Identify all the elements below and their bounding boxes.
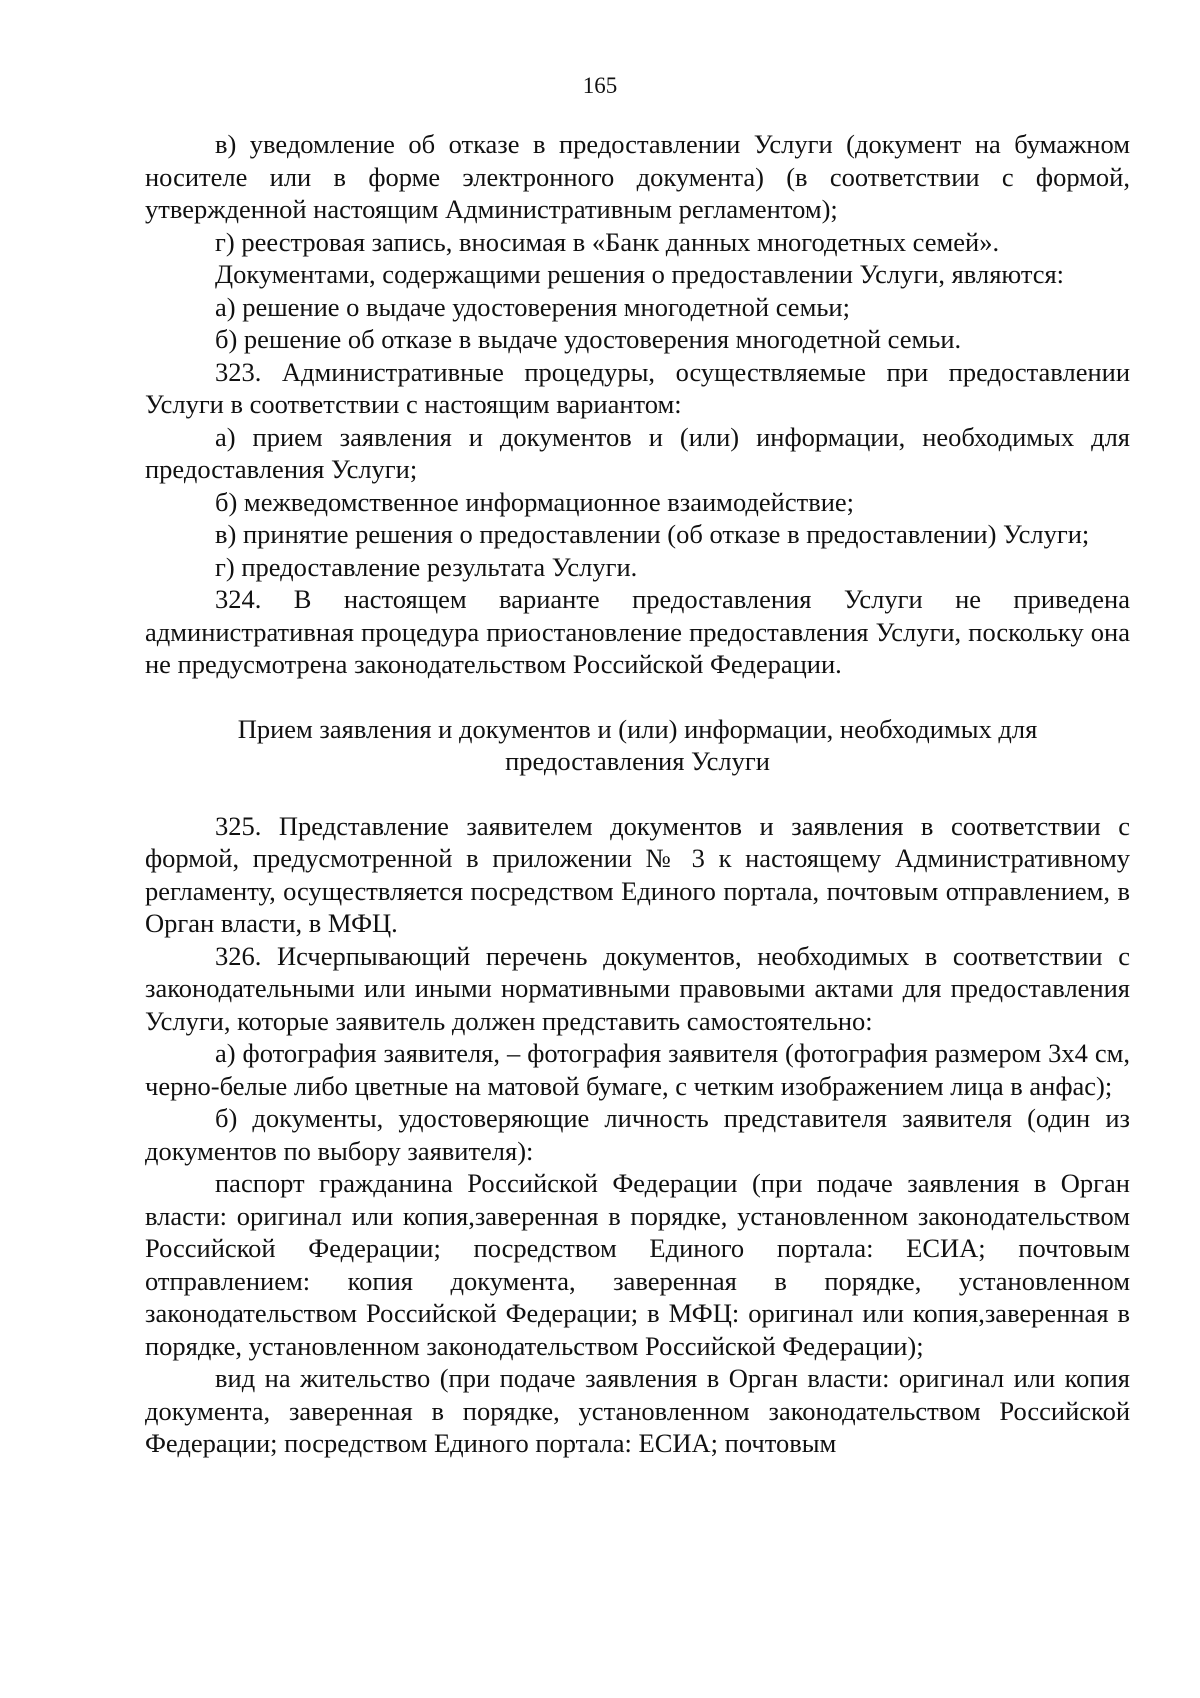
paragraph-decision-b: б) решение об отказе в выдаче удостоверения многодетной семьи. [215, 324, 962, 354]
paragraph-322-v: в) уведомление об отказе в предоставлении Услуги (документ на бумажном носителе или в форме электронного документа) (в соответствии с формой, утвержденной настоящим Административным регламентом); [145, 129, 1130, 224]
paragraph-323-b: б) межведомственное информационное взаимодействие; [215, 486, 855, 517]
paragraph-323-v: в) принятие решения о предоставлении (об отказе в предоставлении) Услуги; [215, 519, 1090, 549]
paragraph-323-g: г) предоставление результата Услуги. [215, 551, 638, 582]
paragraph-326-a: а) фотография заявителя, – фотография заявителя (фотография размером 3x4 см, черно-белые либо цветные на матовой бумаге, с четким изображением лица в анфас); [145, 1038, 1130, 1101]
section-heading-line-2: предоставления Услуги [505, 746, 770, 776]
paragraph-residence-permit: вид на жительство (при подаче заявления в Орган власти: оригинал или копия документа, заверенная в порядке, установленном законодательством Российской Федерации; посредством Единого портала: ЕСИА; почтовым [145, 1363, 1130, 1458]
paragraph-326-b: б) документы, удостоверяющие личность представителя заявителя (один из документов по выбору заявителя): [145, 1103, 1130, 1166]
paragraph-322-g: г) реестровая запись, вносимая в «Банк данных многодетных семей». [215, 226, 1000, 257]
paragraph-decision-a: а) решение о выдаче удостоверения многодетной семьи; [215, 291, 850, 322]
page-number: 165 [582, 73, 618, 98]
section-heading [145, 713, 1130, 778]
paragraph-323-a: а) прием заявления и документов и (или) информации, необходимых для предоставления Услуги; [145, 421, 1130, 484]
paragraph-323: 323. Административные процедуры, осуществляемые при предоставлении Услуги в соответствии с настоящим вариантом: [145, 356, 1130, 419]
paragraph-325: 325. Представление заявителем документов и заявления в соответствии с формой, предусмотренной в приложении № 3 к настоящему Административному регламенту, осуществляется посредством Единого портала, почтовым отправлением, в Орган власти, в МФЦ. [145, 810, 1130, 938]
document-body [145, 128, 1130, 1460]
paragraph-passport: паспорт гражданина Российской Федерации (при подаче заявления в Орган власти: оригинал или копия,заверенная в порядке, установленном законодательством Российской Федерации; посредством Единого портала: ЕСИА; почтовым отправлением: копия документа, заверенная в порядке, установленном законодательством Российской Федерации; в МФЦ: оригинал или копия,заверенная в порядке, установленном законодательством Российской Федерации); [145, 1168, 1130, 1361]
paragraph-324: 324. В настоящем варианте предоставления Услуги не приведена административная процедура приостановление предоставления Услуги, поскольку она не предусмотрена законодательством Российской Федерации. [145, 584, 1130, 679]
paragraph-326: 326. Исчерпывающий перечень документов, необходимых в соответствии с законодательными или иными нормативными правовыми актами для предоставления Услуги, которые заявитель должен представить самостоятельно: [145, 940, 1130, 1036]
section-heading-line-1: Прием заявления и документов и (или) информации, необходимых для [237, 713, 1038, 744]
paragraph-decisions-intro: Документами, содержащими решения о предоставлении Услуги, являются: [215, 259, 1065, 289]
